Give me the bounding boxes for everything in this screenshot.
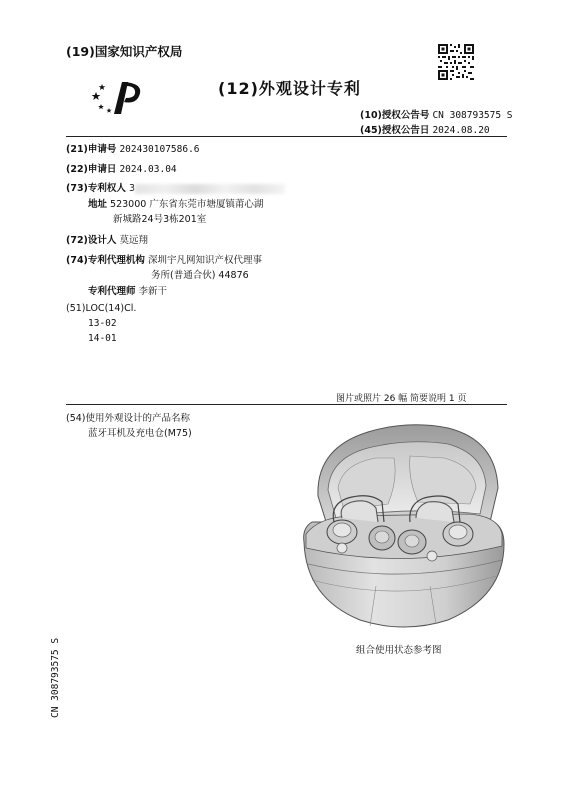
publication-date-label: (45)授权公告日 <box>360 125 430 136</box>
address-line-2: 新城路24号3栋201室 <box>113 214 207 225</box>
publication-number <box>360 107 513 121</box>
image-count-info: 图片或照片 26 幅 简要说明 1 页 <box>336 394 467 404</box>
qr-code-icon <box>438 44 474 84</box>
address-line-1: 523000 广东省东莞市塘厦镇莆心湖 <box>110 199 264 210</box>
loc-classification-label: (51)LOC(14)Cl. <box>66 303 137 314</box>
agency-label: (74)专利代理机构 <box>66 255 145 266</box>
agency-line-2: 务所(普通合伙) 44876 <box>151 270 249 281</box>
product-name-label: (54)使用外观设计的产品名称 <box>66 413 191 424</box>
address <box>88 196 263 210</box>
publication-number-label: (10)授权公告号 <box>360 110 430 121</box>
side-publication-number: CN 308793575 S <box>50 637 61 718</box>
application-number-label: (21)申请号 <box>66 144 117 155</box>
application-date-label: (22)申请日 <box>66 164 117 175</box>
agency <box>66 252 262 266</box>
application-date-value: 2024.03.04 <box>119 164 177 175</box>
publication-number-value: CN 308793575 S <box>432 110 513 121</box>
agency-line-1: 深圳宇凡网知识产权代理事 <box>147 255 262 266</box>
publication-date-value: 2024.08.20 <box>432 125 490 136</box>
designer <box>66 232 148 246</box>
application-number-value: 202430107586.6 <box>119 144 200 155</box>
agent-label: 专利代理师 <box>88 286 136 297</box>
application-number <box>66 141 200 155</box>
section-divider <box>66 404 507 405</box>
address-label: 地址 <box>88 199 108 210</box>
header-divider <box>66 136 507 137</box>
redacted-patentee <box>135 184 285 194</box>
product-illustration <box>298 418 510 636</box>
cnipa-logo-icon <box>88 78 150 122</box>
designer-value: 莫远翔 <box>119 235 148 246</box>
product-name: 蓝牙耳机及充电仓(M75) <box>88 428 192 439</box>
agent-value: 李新干 <box>138 286 168 297</box>
office-name: (19)国家知识产权局 <box>66 44 183 59</box>
doc-type-title: (12)外观设计专利 <box>218 79 361 98</box>
patentee-value: 3 <box>128 183 135 194</box>
patentee-label: (73)专利权人 <box>66 183 126 194</box>
designer-label: (72)设计人 <box>66 235 117 246</box>
application-date <box>66 161 177 175</box>
patentee <box>66 180 285 194</box>
publication-date <box>360 122 490 136</box>
agent <box>88 283 167 297</box>
figure-caption: 组合使用状态参考图 <box>356 645 442 656</box>
loc-class-1: 13-02 <box>88 318 117 329</box>
loc-class-2: 14-01 <box>88 333 117 344</box>
